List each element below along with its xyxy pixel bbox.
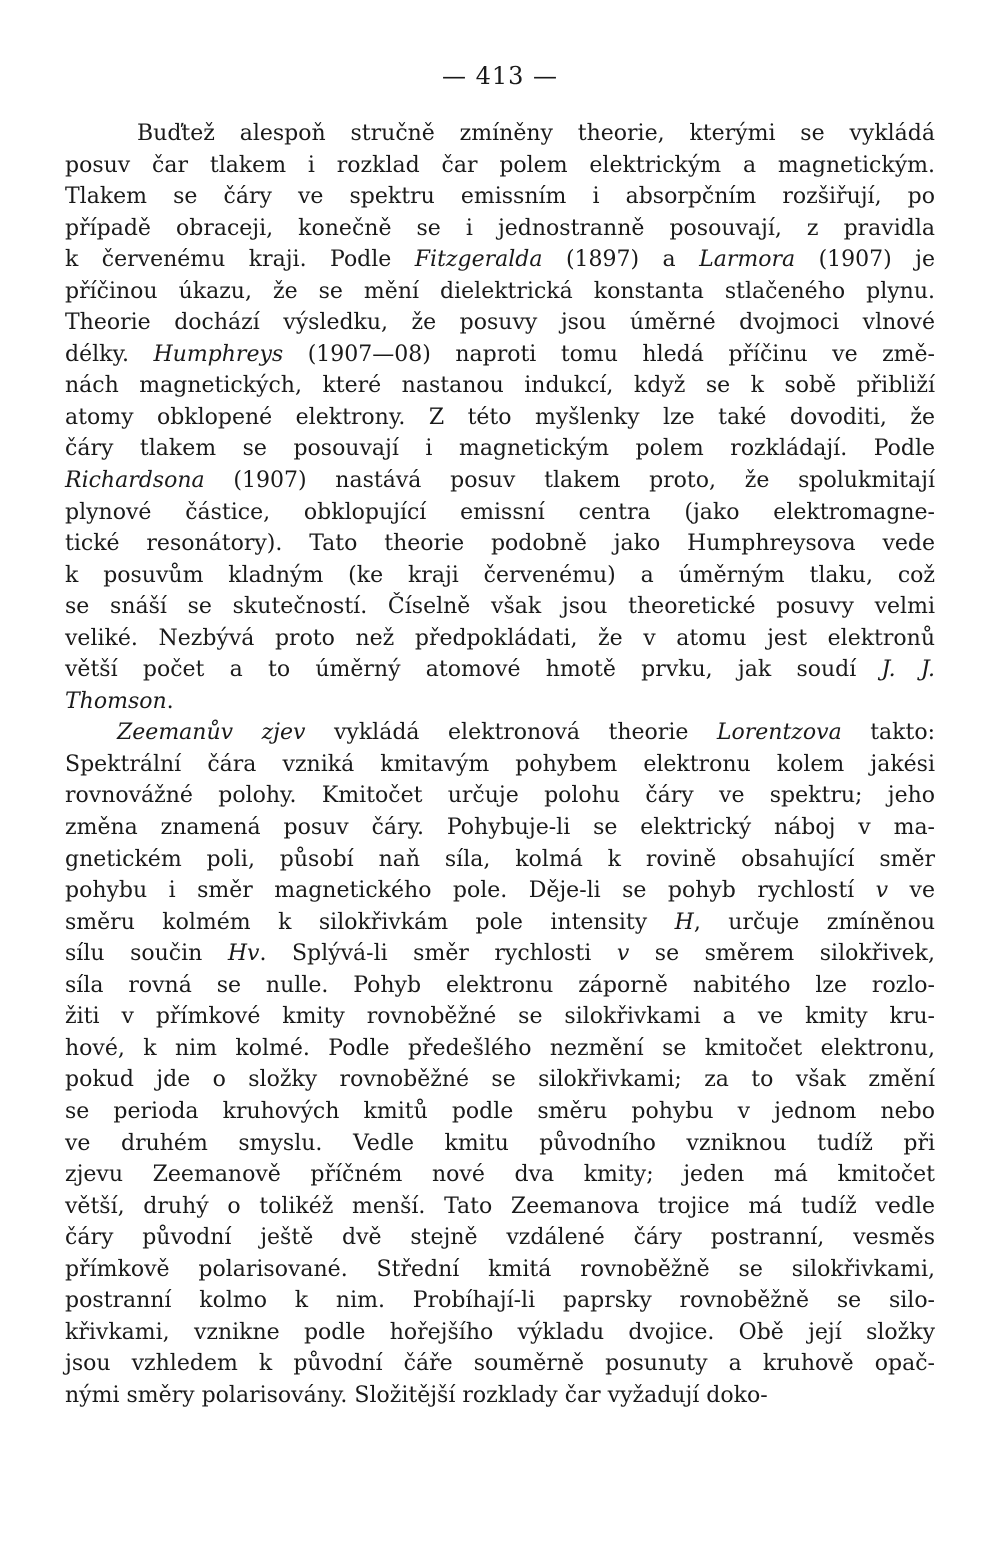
text-segment: , určuje zmíněnou	[693, 909, 935, 935]
paragraph-2-line	[65, 875, 935, 907]
paragraph-1-line	[65, 213, 935, 245]
text-segment: (1897) a	[542, 247, 700, 273]
paragraph-1-line	[65, 560, 935, 592]
italic-segment: H	[674, 909, 694, 935]
text-segment: (1907) nastává posuv tlakem proto, že spolukmitají	[204, 468, 935, 494]
paragraph-2-line	[65, 1285, 935, 1317]
paragraph-2-line	[65, 1033, 935, 1065]
italic-segment: v	[875, 878, 889, 904]
text-segment: . Splývá-li směr rychlosti	[259, 941, 617, 967]
paragraph-2-line	[65, 1191, 935, 1223]
text-segment: se perioda kruhových kmitů podle směru pohybu v jednom nebo	[65, 1098, 935, 1124]
text-segment: čáry původní ještě dvě stejně vzdálené čáry postranní, vesměs	[65, 1225, 935, 1251]
italic-segment: Larmora	[699, 247, 796, 273]
paragraph-1-line	[65, 591, 935, 623]
italic-segment: Humphreys	[153, 341, 284, 367]
text-segment: jsou vzhledem k původní čáře souměrně posunuty a kruhově opač-	[65, 1351, 935, 1377]
italic-segment: Zeemanův zjev	[117, 720, 306, 746]
text-segment: změna znamená posuv čáry. Pohybuje-li se elektrický náboj v ma-	[65, 815, 935, 841]
paragraph-2-line	[65, 1128, 935, 1160]
text-segment: Theorie dochází výsledku, že posuvy jsou úměrné dvojmoci vlnové	[65, 310, 935, 336]
text-segment: síla rovná se nulle. Pohyb elektronu záporně nabitého lze rozlo-	[65, 972, 935, 998]
paragraph-2-line	[65, 1222, 935, 1254]
paragraph-2-line	[65, 844, 935, 876]
text-segment: délky.	[65, 341, 154, 367]
text-segment: se snáší se skutečností. Číselně však jsou theoretické posuvy velmi	[65, 594, 935, 620]
text-segment: veliké. Nezbývá proto než předpokládati, že v atomu jest elektronů	[65, 625, 935, 651]
text-segment: takto:	[841, 720, 935, 746]
text-segment: vykládá elektronová theorie	[305, 720, 717, 746]
page-number: — 413 —	[441, 62, 559, 90]
text-segment: přímkově polarisované. Střední kmitá rovnoběžně se silokřivkami,	[65, 1256, 935, 1282]
paragraph-2-line	[65, 780, 935, 812]
italic-segment: Fitzgeralda	[414, 247, 543, 273]
paragraph-1-line	[65, 118, 935, 150]
text-segment: nách magnetických, které nastanou indukcí, když se k sobě přibliží	[65, 373, 935, 399]
paragraph-1-line	[65, 181, 935, 213]
paragraph-2-line	[65, 907, 935, 939]
paragraph-1-line	[65, 276, 935, 308]
paragraph-1-line	[65, 370, 935, 402]
paragraph-1-line	[65, 150, 935, 182]
text-segment: se směrem silokřivek,	[629, 941, 936, 967]
paragraph-1-line	[65, 402, 935, 434]
italic-segment: Thomson	[65, 688, 167, 714]
text-segment: hové, k nim kolmé. Podle předešlého nezmění se kmitočet elektronu,	[65, 1035, 935, 1061]
paragraph-1-line	[65, 654, 935, 686]
text-segment: nými směry polarisovány. Složitější rozklady čar vyžadují doko-	[65, 1382, 768, 1408]
text-segment: příčinou úkazu, že se mění dielektrická konstanta stlačeného plynu.	[65, 278, 935, 304]
text-segment: rovnovážné polohy. Kmitočet určuje polohu čáry ve spektru; jeho	[65, 783, 935, 809]
text-segment: postranní kolmo k nim. Probíhají-li paprsky rovnoběžně se silo-	[65, 1288, 935, 1314]
text-segment: (1907) je	[795, 247, 936, 273]
text-segment: větší, druhý o tolikéž menší. Tato Zeemanova trojice má tudíž vedle	[65, 1193, 935, 1219]
text-segment: (1907—08) naproti tomu hledá příčinu ve změ-	[283, 341, 935, 367]
text-segment: gnetickém poli, působí naň síla, kolmá k rovině obsahující směr	[65, 846, 935, 872]
paragraph-2-line	[65, 812, 935, 844]
italic-segment: Hv	[227, 941, 260, 967]
text-segment: tické resonátory). Tato theorie podobně jako Humphreysova vede	[65, 531, 935, 557]
italic-segment: J. J.	[881, 657, 935, 683]
paragraph-2-line	[65, 1380, 935, 1412]
text-segment: sílu součin	[65, 941, 228, 967]
text-segment: zjevu Zeemanově příčném nové dva kmity; jeden má kmitočet	[65, 1162, 935, 1188]
text-segment: žiti v přímkové kmity rovnoběžné se silokřivkami a ve kmity kru-	[65, 1004, 935, 1030]
italic-segment: Richardsona	[65, 468, 205, 494]
italic-segment: Lorentzova	[716, 720, 842, 746]
paragraph-1-line	[65, 433, 935, 465]
paragraph-2-line	[65, 1317, 935, 1349]
paragraph-1-line	[65, 497, 935, 529]
text-segment: ve druhém smyslu. Vedle kmitu původního vzniknou tudíž při	[65, 1130, 935, 1156]
paragraph-1-line	[65, 244, 935, 276]
paragraph-2-line	[65, 1064, 935, 1096]
text-segment: větší počet a to úměrný atomové hmotě prvku, jak soudí	[65, 657, 882, 683]
paragraph-2-line	[65, 1001, 935, 1033]
text-segment: k červenému kraji. Podle	[65, 247, 415, 273]
text-segment: pokud jde o složky rovnoběžné se silokřivkami; za to však změní	[65, 1067, 935, 1093]
text-segment: posuv čar tlakem i rozklad čar polem elektrickým a magnetickým.	[65, 152, 935, 178]
text-segment: Tlakem se čáry ve spektru emissním i absorpčním rozšiřují, po	[65, 184, 935, 210]
text-segment: Spektrální čára vzniká kmitavým pohybem elektronu kolem jakési	[65, 751, 935, 777]
paragraph-1-line	[65, 528, 935, 560]
text-segment: křivkami, vznikne podle hořejšího výkladu dvojice. Obě její složky	[65, 1319, 935, 1345]
text-segment: k posuvům kladným (ke kraji červenému) a úměrným tlaku, což	[65, 562, 935, 588]
paragraph-2-line	[65, 1096, 935, 1128]
paragraph-1-line	[65, 465, 935, 497]
paragraph-1-line	[65, 686, 935, 718]
paragraph-2-line	[65, 1159, 935, 1191]
paragraph-2-line	[65, 1254, 935, 1286]
text-segment: Buďtež alespoň stručně zmíněny theorie, kterými se vykládá	[137, 121, 935, 146]
body-text	[65, 118, 935, 1411]
text-segment: směru kolmém k silokřivkám pole intensity	[65, 909, 675, 935]
text-segment: .	[166, 688, 174, 714]
text-segment: atomy obklopené elektrony. Z této myšlenky lze také dovoditi, že	[65, 404, 935, 430]
paragraph-2-line	[65, 970, 935, 1002]
text-segment: plynové částice, obklopující emissní centra (jako elektromagne-	[65, 499, 935, 525]
text-segment: pohybu i směr magnetického pole. Děje-li se pohyb rychlostí	[65, 878, 876, 904]
text-segment: ve	[888, 878, 935, 904]
paragraph-1-line	[65, 623, 935, 655]
paragraph-2-line	[65, 717, 935, 749]
italic-segment: v	[616, 941, 630, 967]
text-segment: čáry tlakem se posouvají i magnetickým polem rozkládají. Podle	[65, 436, 935, 462]
text-segment: případě obraceji, konečně se i jednostranně posouvají, z pravidla	[65, 215, 935, 241]
paragraph-2-line	[65, 1348, 935, 1380]
paragraph-1-line	[65, 307, 935, 339]
paragraph-1-line	[65, 339, 935, 371]
paragraph-2-line	[65, 749, 935, 781]
paragraph-2-line	[65, 938, 935, 970]
